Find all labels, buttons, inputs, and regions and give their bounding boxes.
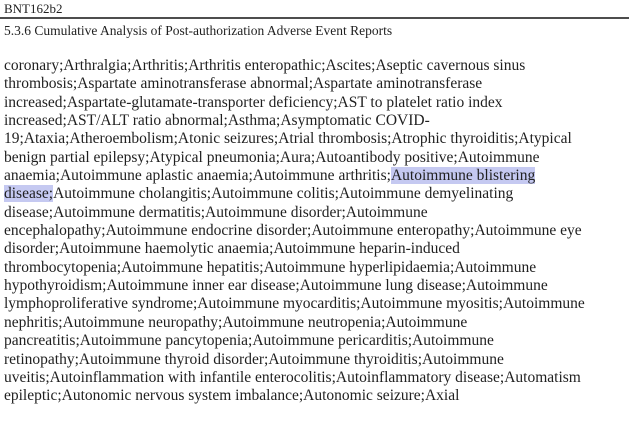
body-text: nephritis;Autoimmune neuropathy;Autoimmune neutropenia;Autoimmune [4, 313, 468, 331]
body-text: epileptic;Autonomic nervous system imbalance;Autonomic seizure;Axial [4, 387, 460, 405]
body-line [4, 314, 632, 332]
body-line [4, 94, 632, 112]
body-text: coronary;Arthralgia;Arthritis;Arthritis enteropathic;Ascites;Aseptic cavernous sinus [4, 57, 526, 74]
body-line [4, 149, 632, 167]
body-line [4, 167, 632, 185]
body-text: retinopathy;Autoimmune thyroid disorder;Autoimmune thyroiditis;Autoimmune [4, 350, 504, 368]
body-line [4, 75, 632, 93]
body-text: pancreatitis;Autoimmune pancytopenia;Autoimmune pericarditis;Autoimmune [4, 332, 494, 350]
document-header-id: BNT162b2 [4, 1, 63, 16]
body-line [4, 277, 632, 295]
body-line [4, 369, 632, 387]
body-line [4, 332, 632, 350]
body-line [4, 351, 632, 369]
body-line [4, 130, 632, 148]
search-highlight: disease; [4, 185, 54, 203]
adverse-event-list-paragraph [4, 57, 632, 406]
body-line [4, 387, 632, 405]
body-line [4, 185, 632, 203]
header-divider-rule [0, 17, 629, 19]
body-line [4, 112, 632, 130]
body-text: benign partial epilepsy;Atypical pneumonia;Aura;Autoantibody positive;Autoimmune [4, 148, 540, 166]
body-text: thrombosis;Aspartate aminotransferase abnormal;Aspartate aminotransferase [4, 75, 483, 93]
body-text: disease;Autoimmune dermatitis;Autoimmune disorder;Autoimmune [4, 203, 428, 221]
body-line [4, 222, 632, 240]
body-line [4, 57, 632, 75]
body-text: anaemia;Autoimmune aplastic anaemia;Autoimmune arthritis; [4, 167, 391, 185]
body-text: 19;Ataxia;Atheroembolism;Atonic seizures;Atrial thrombosis;Atrophic thyroiditis;Atypical [4, 130, 572, 148]
body-text: disorder;Autoimmune haemolytic anaemia;Autoimmune heparin-induced [4, 240, 460, 258]
body-line [4, 240, 632, 258]
body-text: uveitis;Autoinflammation with infantile enterocolitis;Autoinflammatory disease;Automatism [4, 368, 581, 386]
body-text: increased;AST/ALT ratio abnormal;Asthma;Asymptomatic COVID- [4, 112, 430, 130]
search-highlight: Autoimmune blistering [390, 167, 536, 185]
body-line [4, 259, 632, 277]
body-text: increased;Aspartate-glutamate-transporter deficiency;AST to platelet ratio index [4, 93, 503, 111]
body-text: encephalopathy;Autoimmune endocrine disorder;Autoimmune enteropathy;Autoimmune eye [4, 222, 582, 240]
body-line [4, 295, 632, 313]
section-title: 5.3.6 Cumulative Analysis of Post-authorization Adverse Event Reports [4, 23, 393, 38]
body-text: hypothyroidism;Autoimmune inner ear disease;Autoimmune lung disease;Autoimmune [4, 277, 548, 295]
body-line [4, 204, 632, 222]
body-text: thrombocytopenia;Autoimmune hepatitis;Autoimmune hyperlipidaemia;Autoimmune [4, 258, 537, 276]
body-text: Autoimmune cholangitis;Autoimmune colitis;Autoimmune demyelinating [53, 185, 514, 203]
body-text: lymphoproliferative syndrome;Autoimmune myocarditis;Autoimmune myositis;Autoimmune [4, 295, 585, 313]
